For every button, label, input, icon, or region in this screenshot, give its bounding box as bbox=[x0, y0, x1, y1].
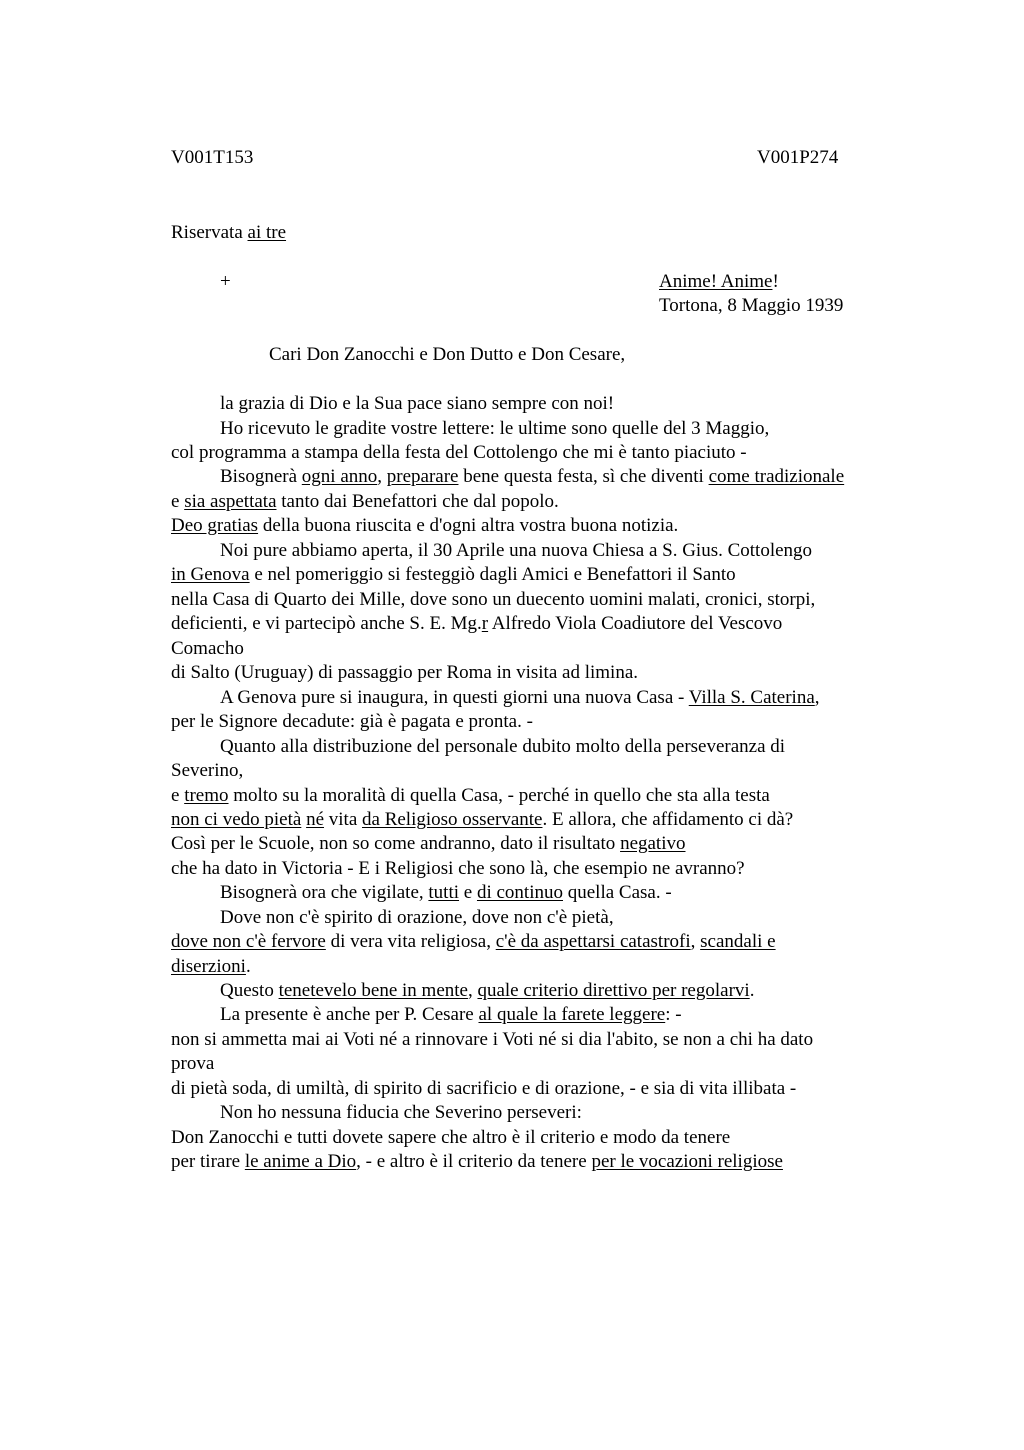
line-text: . bbox=[245, 956, 251, 977]
line-text: tanto dai Benefattori che dal popolo. bbox=[276, 491, 559, 512]
line-text: , bbox=[377, 466, 387, 487]
letter-line bbox=[171, 564, 736, 586]
underlined-text: dove non c'è fervore bbox=[171, 931, 326, 952]
line-text: Ho ricevuto le gradite vostre lettere: le ultime sono quelle del 3 Maggio, bbox=[220, 418, 770, 439]
motto-underlined: Anime! Anime bbox=[659, 271, 773, 292]
letter-line bbox=[171, 1151, 783, 1173]
line-text: nella Casa di Quarto dei Mille, dove sono un duecento uomini malati, cronici, storpi, bbox=[171, 589, 816, 610]
cross-symbol: + bbox=[220, 271, 231, 292]
underlined-text: quale criterio direttivo per regolarvi bbox=[477, 980, 750, 1001]
line-text: . bbox=[749, 980, 755, 1001]
letter-line bbox=[171, 760, 243, 782]
letter-line bbox=[171, 956, 251, 978]
underlined-text: tremo bbox=[184, 785, 229, 806]
reserved-prefix: Riservata bbox=[171, 222, 248, 243]
motto-end: ! bbox=[772, 271, 779, 292]
letter-line bbox=[171, 858, 745, 880]
line-text: prova bbox=[171, 1053, 215, 1074]
letter-line bbox=[220, 980, 754, 1002]
line-text: per tirare bbox=[171, 1151, 245, 1172]
letter-line bbox=[220, 907, 614, 929]
letter-line bbox=[171, 785, 770, 807]
underlined-text: le anime a Dio bbox=[244, 1151, 357, 1172]
motto bbox=[659, 271, 779, 293]
line-text: quella Casa. - bbox=[563, 882, 672, 903]
underlined-text: in Genova bbox=[171, 564, 250, 585]
line-text: bene questa festa, sì che diventi bbox=[458, 466, 709, 487]
line-text: col programma a stampa della festa del Cottolengo che mi è tanto piaciuto - bbox=[171, 442, 747, 463]
line-text: di vera vita religiosa, bbox=[325, 931, 496, 952]
underlined-text: negativo bbox=[620, 833, 686, 854]
letter-line bbox=[171, 491, 559, 513]
letter-line bbox=[220, 393, 614, 415]
line-text: A Genova pure si inaugura, in questi giorni una nuova Casa - bbox=[220, 687, 689, 708]
underlined-text: Villa S. Caterina bbox=[688, 687, 815, 708]
line-text: Alfredo Viola Coadiutore del Vescovo bbox=[488, 613, 783, 634]
letter-line bbox=[220, 882, 672, 904]
document-code-right: V001P274 bbox=[757, 147, 839, 168]
letter-line bbox=[171, 589, 815, 611]
line-text: e bbox=[171, 785, 185, 806]
line-text: Comacho bbox=[171, 638, 244, 659]
line-text: : - bbox=[665, 1004, 682, 1025]
line-text: e bbox=[459, 882, 477, 903]
underlined-text: diserzioni bbox=[171, 956, 246, 977]
letter-line bbox=[171, 613, 782, 635]
underlined-text: scandali e bbox=[700, 931, 776, 952]
line-text: Bisognerà bbox=[220, 466, 302, 487]
line-text: e nel pomeriggio si festeggiò dagli Amici e Benefattori il Santo bbox=[249, 564, 736, 585]
reserved-note bbox=[171, 222, 286, 244]
letter-line bbox=[171, 1078, 796, 1100]
letter-line bbox=[220, 1102, 582, 1124]
reserved-recipients: ai tre bbox=[247, 222, 287, 243]
letter-line bbox=[171, 833, 686, 855]
salutation: Cari Don Zanocchi e Don Dutto e Don Cesare, bbox=[269, 344, 626, 365]
underlined-text: Deo gratias bbox=[171, 515, 259, 536]
letter-line bbox=[171, 638, 244, 660]
letter-line bbox=[171, 809, 793, 831]
letter-line bbox=[220, 687, 820, 709]
underlined-text: non ci vedo pietà bbox=[171, 809, 302, 830]
line-text: di Salto (Uruguay) di passaggio per Roma in visita ad limina. bbox=[171, 662, 639, 683]
underlined-text: per le vocazioni religiose bbox=[591, 1151, 783, 1172]
line-text: per le Signore decadute: già è pagata e pronta. - bbox=[171, 711, 533, 732]
line-text: di pietà soda, di umiltà, di spirito di sacrificio e di orazione, - e sia di vita illibata - bbox=[171, 1078, 797, 1099]
line-text: Non ho nessuna fiducia che Severino perseveri: bbox=[220, 1102, 582, 1123]
line-text: che ha dato in Victoria - E i Religiosi che sono là, che esempio ne avranno? bbox=[171, 858, 745, 879]
line-text: , - e altro è il criterio da tenere bbox=[356, 1151, 592, 1172]
underlined-text: né bbox=[306, 809, 325, 830]
line-text: Bisognerà ora che vigilate, bbox=[220, 882, 429, 903]
line-text: della buona riuscita e d'ogni altra vostra buona notizia. bbox=[258, 515, 679, 536]
line-text: , bbox=[467, 980, 478, 1001]
underlined-text: preparare bbox=[386, 466, 459, 487]
line-text: vita bbox=[324, 809, 363, 830]
underlined-text: ogni anno bbox=[301, 466, 378, 487]
line-text: non si ammetta mai ai Voti né a rinnovare i Voti né si dia l'abito, se non a chi ha dato bbox=[171, 1029, 814, 1050]
letter-line bbox=[171, 711, 533, 733]
line-text: Don Zanocchi e tutti dovete sapere che altro è il criterio e modo da tenere bbox=[171, 1127, 731, 1148]
line-text: , bbox=[690, 931, 701, 952]
letter-line bbox=[220, 1004, 682, 1026]
line-text: Dove non c'è spirito di orazione, dove non c'è pietà, bbox=[220, 907, 614, 928]
line-text: La presente è anche per P. Cesare bbox=[220, 1004, 479, 1025]
document-code-left: V001T153 bbox=[171, 147, 254, 168]
underlined-text: c'è da aspettarsi catastrofi bbox=[495, 931, 691, 952]
line-text: Così per le Scuole, non so come andranno, dato il risultato bbox=[171, 833, 621, 854]
underlined-text: di continuo bbox=[476, 882, 563, 903]
underlined-text: sia aspettata bbox=[184, 491, 277, 512]
letter-line bbox=[220, 736, 785, 758]
line-text: , bbox=[814, 687, 820, 708]
letter-line bbox=[171, 931, 776, 953]
line-text: deficienti, e vi partecipò anche S. E. Mg. bbox=[171, 613, 482, 634]
underlined-text: da Religioso osservante bbox=[362, 809, 543, 830]
line-text: e bbox=[171, 491, 185, 512]
underlined-text: tenetevelo bene in mente bbox=[278, 980, 468, 1001]
letter-line bbox=[220, 418, 769, 440]
line-text: Questo bbox=[220, 980, 279, 1001]
underlined-text: come tradizionale bbox=[708, 466, 845, 487]
letter-line bbox=[220, 540, 812, 562]
underlined-text: r bbox=[481, 613, 489, 634]
line-text: Severino, bbox=[171, 760, 244, 781]
letter-line bbox=[171, 662, 638, 684]
letter-line bbox=[171, 442, 747, 464]
line-text: Noi pure abbiamo aperta, il 30 Aprile una nuova Chiesa a S. Gius. Cottolengo bbox=[220, 540, 813, 561]
line-text: molto su la moralità di quella Casa, - perché in quello che sta alla testa bbox=[228, 785, 770, 806]
letter-line bbox=[220, 466, 844, 488]
date-line: Tortona, 8 Maggio 1939 bbox=[659, 295, 844, 316]
letter-line bbox=[171, 1127, 730, 1149]
line-text: Quanto alla distribuzione del personale dubito molto della perseveranza di bbox=[220, 736, 786, 757]
letter-line bbox=[171, 1029, 813, 1051]
letter-line bbox=[171, 1053, 214, 1075]
underlined-text: al quale la farete leggere bbox=[478, 1004, 666, 1025]
underlined-text: tutti bbox=[428, 882, 460, 903]
line-text: la grazia di Dio e la Sua pace siano sempre con noi! bbox=[220, 393, 615, 414]
letter-line bbox=[171, 515, 678, 537]
line-text: . E allora, che affidamento ci dà? bbox=[542, 809, 794, 830]
